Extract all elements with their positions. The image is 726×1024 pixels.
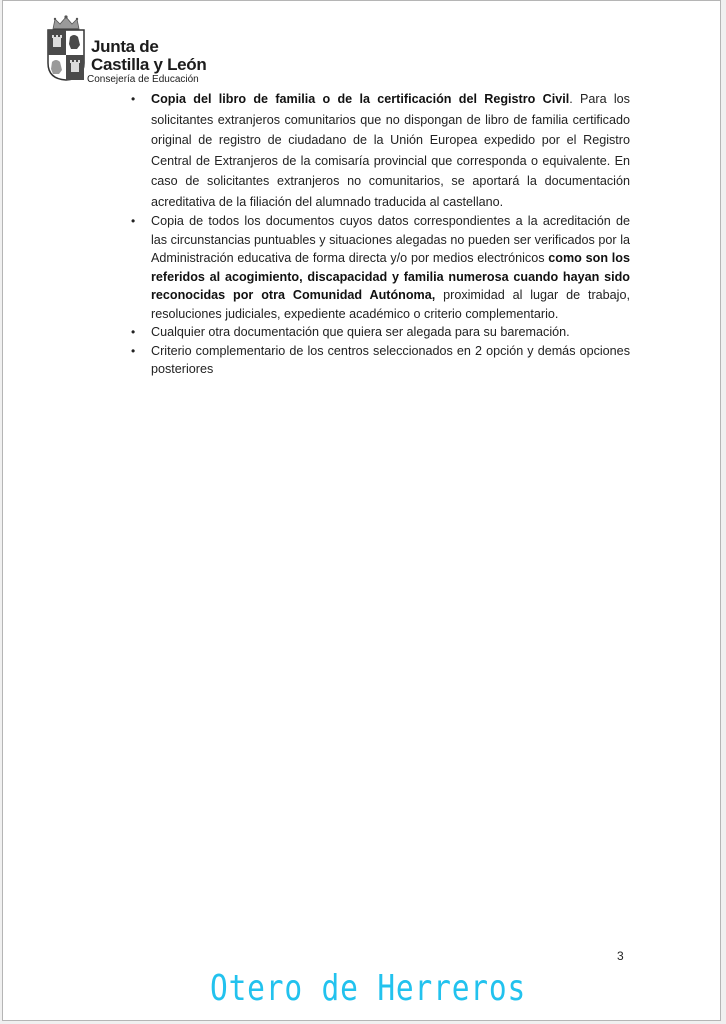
item-text: proximidad al lugar de trabajo, resoluciones judiciales, expediente académico o criterio complementario. <box>151 288 630 321</box>
item-bold-text: Copia del libro de familia o de la certificación del Registro Civil <box>151 92 570 106</box>
watermark-text: Otero de Herreros <box>210 968 527 1009</box>
document-content <box>125 89 630 379</box>
item-text: Criterio complementario de los centros seleccionados en 2 opción y demás opciones posteriores <box>151 343 630 376</box>
logo-subtitle: Consejería de Educación <box>87 74 199 85</box>
bullet-icon: • <box>131 214 136 228</box>
coat-of-arms-icon <box>47 29 85 81</box>
document-list <box>125 89 630 379</box>
item-text: . Para los solicitantes extranjeros comunitarios que no dispongan de libro de familia certificado original de registro de ciudadano de la Unión Europea expedido por el Registro Central de Extranjeros de la comisaría provincial que corresponda o equivalente. En caso de solicitantes extranjeros no comunitarios, se aportará la documentación acreditativa de la filiación del alumnado traducida al castellano. <box>151 92 630 209</box>
item-bold-text: como son los referidos al acogimiento, discapacidad y familia numerosa cuando hayan sido reconocidas por otra Comunidad Autónoma, <box>151 251 631 302</box>
list-item <box>125 212 630 323</box>
bullet-icon: • <box>131 343 136 358</box>
logo-text-line1: Junta de <box>91 37 159 56</box>
list-item <box>125 89 630 212</box>
item-text: Copia de todos los documentos cuyos datos correspondientes a la acreditación de las circunstancias puntuables y situaciones alegadas no pueden ser verificados por la Administración educativa de forma directa y/o por medios electrónicos <box>151 214 630 265</box>
logo-text-line2: Castilla y León <box>91 55 207 74</box>
document-page <box>2 0 721 1021</box>
list-item <box>125 342 630 379</box>
item-text: Cualquier otra documentación que quiera ser alegada para su baremación. <box>151 325 570 339</box>
list-item <box>125 323 630 342</box>
bullet-icon: • <box>131 325 136 339</box>
junta-logo <box>47 15 217 87</box>
page-number: 3 <box>617 949 624 963</box>
bullet-icon: • <box>131 92 136 106</box>
